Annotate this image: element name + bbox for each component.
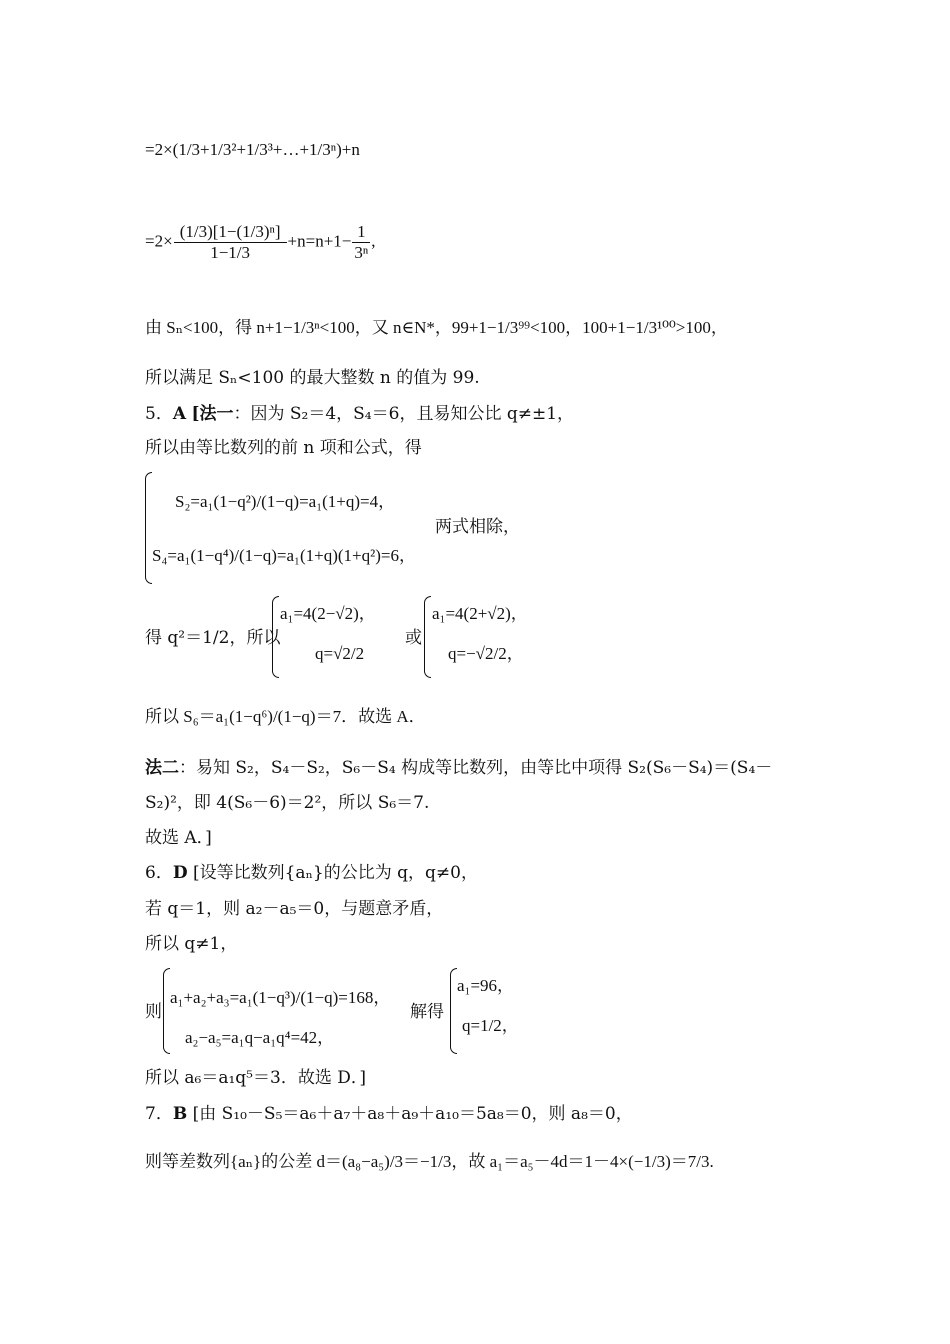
text: 所以 a₆＝a₁q⁵＝3．故选 D．] <box>145 1068 366 1088</box>
text: 则等差数列{aₙ}的公差 d＝(a₈−a₅)/3＝−1/3，故 a₁＝a₅－4d＝1－4×(−1/3)＝7/3. <box>145 1152 714 1171</box>
text-line-12 <box>145 791 429 815</box>
text: 所以 q≠1， <box>145 934 238 954</box>
left-brace <box>272 596 279 678</box>
text: 解得 <box>410 1002 444 1022</box>
text-line-3 <box>145 316 728 340</box>
text: 或 <box>405 628 422 648</box>
fraction: $\frac{1}{\text{3ⁿ}}$ <box>354 222 369 262</box>
question-number: 7． <box>145 1104 173 1124</box>
system-1-note <box>435 515 520 539</box>
system-2b-eq-2 <box>448 642 524 666</box>
question-5-header <box>145 402 574 426</box>
text-line-9-prefix <box>145 626 280 650</box>
question-6-header <box>145 861 478 885</box>
text-line-13 <box>145 826 212 850</box>
text: [设等比数列{aₙ}的公比为 q，q≠0， <box>192 863 478 883</box>
text: 所以 S₆＝a₁(1−q⁶)/(1−q)＝7．故选 A． <box>145 707 426 726</box>
equation: S₄=a₁(1−q⁴)/(1−q)=a₁(1+q)(1+q²)=6， <box>152 546 416 565</box>
equation: a₂−a₅=a₁q−a₁q⁴=42， <box>185 1028 335 1047</box>
text: 则 <box>145 1002 162 1022</box>
equation: a₁=96， <box>457 976 515 995</box>
left-brace <box>163 968 170 1054</box>
method-label: 法二 <box>145 758 179 778</box>
text-line-11 <box>145 756 772 780</box>
text: 两式相除， <box>435 517 520 537</box>
text-line-10 <box>145 705 426 729</box>
equation: a₁+a₂+a₃=a₁(1−q³)/(1−q)=168， <box>170 988 391 1007</box>
text-line-18 <box>145 1066 366 1090</box>
text-line-20 <box>145 1150 714 1174</box>
text-line-6 <box>145 436 422 460</box>
text: 所以满足 Sₙ<100 的最大整数 n 的值为 99. <box>145 368 480 388</box>
text-line-17-prefix <box>145 1000 162 1024</box>
text-line-16 <box>145 932 237 956</box>
equation: a₁=4(2+√2)， <box>432 604 528 623</box>
system-1-eq-1 <box>175 490 395 514</box>
equation-line-1 <box>145 138 360 162</box>
system-2a-eq-1 <box>280 602 376 626</box>
text-line-4 <box>145 366 480 390</box>
left-brace <box>424 596 431 678</box>
text: 若 q＝1，则 a₂－a₅＝0，与题意矛盾， <box>145 899 444 919</box>
big-fraction: $\frac{\text{(1/3)[1−(1/3)ⁿ]}}{1-1/3}$ <box>174 222 287 263</box>
question-number: 5． <box>145 404 173 424</box>
method-label: [法一 <box>191 404 234 424</box>
question-number: 6． <box>145 863 173 883</box>
left-brace <box>145 472 152 584</box>
left-brace <box>450 968 457 1054</box>
text: S₂)²，即 4(S₆－6)＝2²，所以 S₆＝7. <box>145 793 430 813</box>
or-label <box>405 626 422 650</box>
text: 故选 A．] <box>145 828 212 848</box>
answer-letter: A <box>172 404 187 424</box>
equation-text: =2×(1/3+1/3²+1/3³+…+1/3ⁿ)+n <box>145 140 360 159</box>
solve-label <box>410 1000 444 1024</box>
text: ：易知 S₂，S₄－S₂，S₆－S₄ 构成等比数列，由等比中项得 S₂(S₆－S₄)＝(S₄－ <box>179 758 773 778</box>
system-2b-eq-1 <box>432 602 528 626</box>
answer-letter: B <box>172 1104 188 1124</box>
equation-prefix: =2× <box>145 231 173 251</box>
equation-suffix: +n=n+1− <box>287 231 352 251</box>
text: 由 Sₙ<100，得 n+1−1/3ⁿ<100，又 n∈N*，99+1−1/3⁹⁹<100，100+1−1/3¹⁰⁰>100， <box>145 318 728 337</box>
equation-line-2: =2× $\frac{\text{(1/3)[1−(1/3)ⁿ]}}{1-1/3}$ +n=n+1− $\frac{1}{\text{3ⁿ}}$ , <box>145 222 376 262</box>
text: 得 q²＝1/2，所以 <box>145 628 281 648</box>
system-4-eq-2 <box>462 1014 519 1038</box>
answer-letter: D <box>172 863 188 883</box>
system-4-eq-1 <box>457 974 514 998</box>
system-3-eq-2 <box>185 1026 334 1050</box>
question-7-header <box>145 1102 633 1126</box>
equation: a₁=4(2−√2)， <box>280 604 376 623</box>
equation: S₂=a₁(1−q²)/(1−q)=a₁(1+q)=4， <box>175 492 396 511</box>
system-2a-eq-2 <box>315 642 364 666</box>
equation: q=√2/2 <box>315 644 365 663</box>
text: 所以由等比数列的前 n 项和公式，得 <box>145 438 422 458</box>
equation: q=−√2/2， <box>448 644 524 663</box>
text: ：因为 S₂＝4，S₄＝6，且易知公比 q≠±1， <box>233 404 575 424</box>
text: [由 S₁₀－S₅＝a₆＋a₇＋a₈＋a₉＋a₁₀＝5a₈＝0，则 a₈＝0， <box>192 1104 633 1124</box>
system-1-eq-2 <box>152 544 416 568</box>
system-3-eq-1 <box>170 986 390 1010</box>
text-line-15 <box>145 897 443 921</box>
equation: q=1/2， <box>462 1016 519 1035</box>
